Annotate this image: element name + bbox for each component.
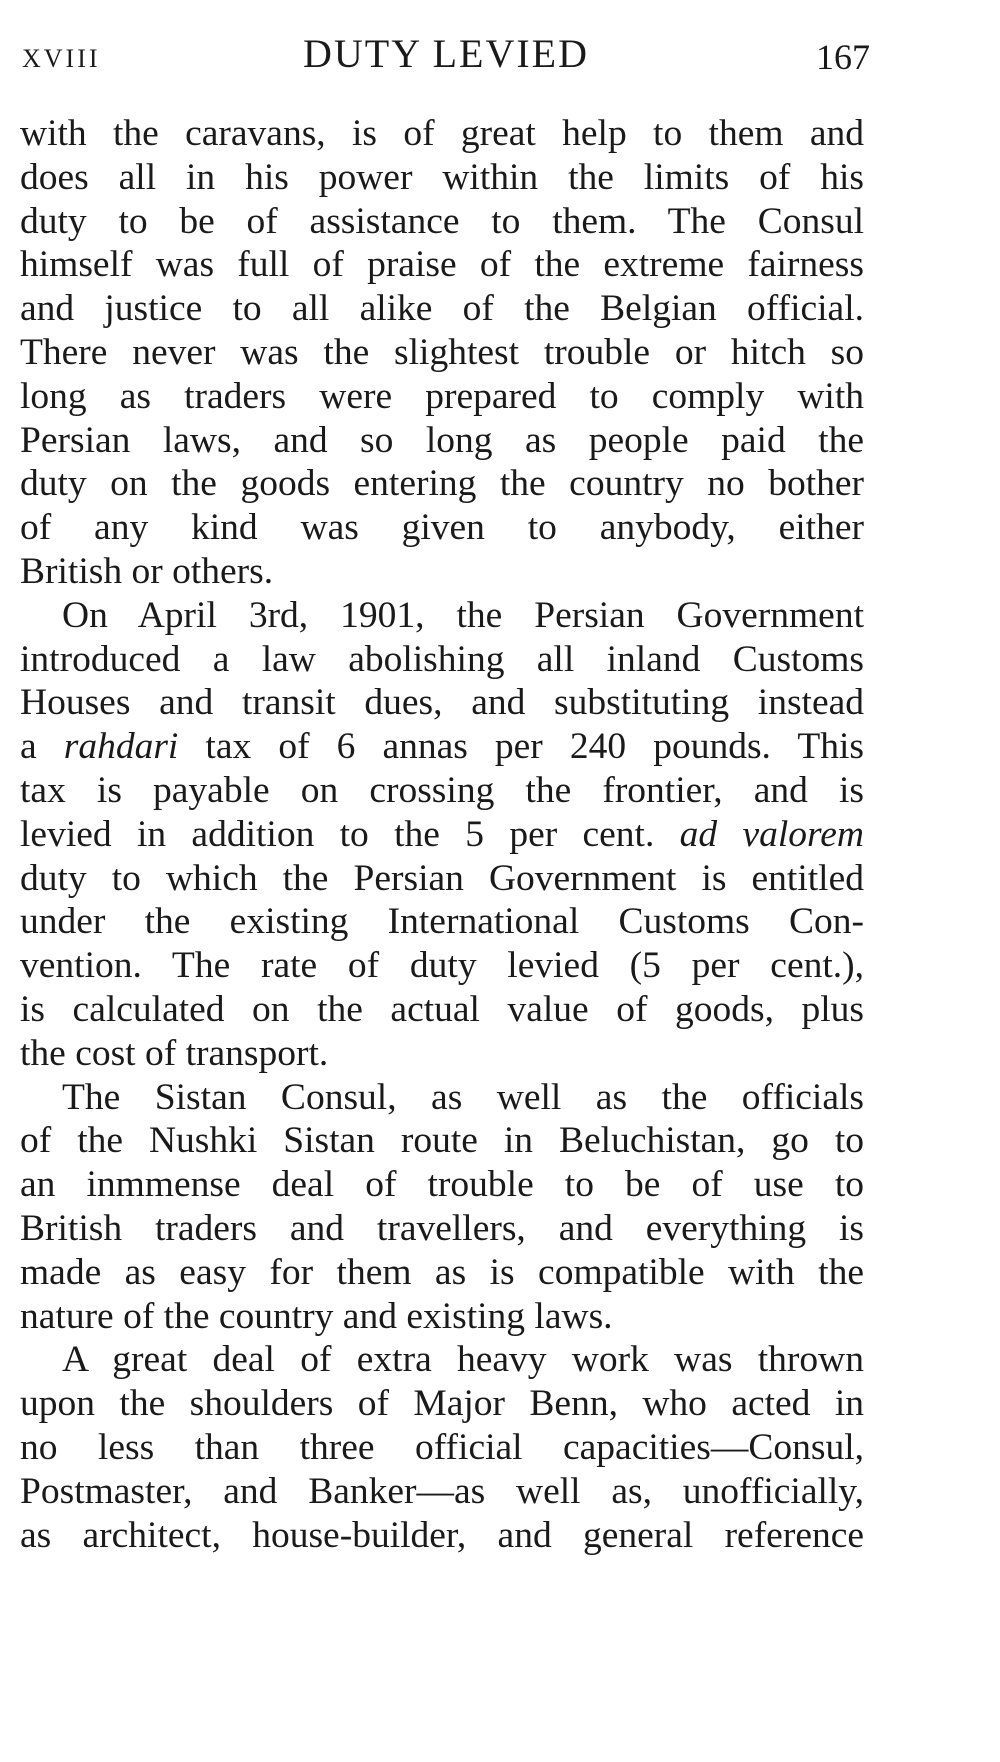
text-line: does all in his power within the limits of his <box>20 156 864 198</box>
text-line <box>20 813 864 857</box>
text-run: a <box>20 726 64 768</box>
page-number: 167 <box>816 37 870 77</box>
text-line: A great deal of extra heavy work was thrown <box>62 1339 864 1381</box>
text-line: long as traders were prepared to comply with <box>20 375 864 417</box>
text-line: with the caravans, is of great help to them and <box>20 113 864 154</box>
text-line: himself was full of praise of the extreme fairness <box>20 244 864 286</box>
italic-term-rahdari: rahdari <box>63 726 179 768</box>
text-line: upon the shoulders of Major Benn, who acted in <box>20 1383 864 1425</box>
text-line: Postmaster, and Banker—as well as, unofficially, <box>20 1470 864 1512</box>
text-line: Persian laws, and so long as people paid the <box>20 419 864 461</box>
text-line: There never was the slightest trouble or hitch so <box>20 331 864 373</box>
text-line: introduced a law abolishing all inland Customs <box>20 638 864 680</box>
running-header <box>22 30 870 80</box>
text-line: made as easy for them as is compatible with the <box>20 1251 864 1293</box>
text-line: as architect, house-builder, and general reference <box>20 1514 864 1556</box>
text-line: of any kind was given to anybody, either <box>20 507 864 549</box>
text-line: vention. The rate of duty levied (5 per cent.), <box>20 945 864 987</box>
text-line: the cost of transport. <box>20 1032 329 1074</box>
text-line: no less than three official capacities—Consul, <box>20 1426 864 1468</box>
text-line: duty to which the Persian Government is entitled <box>20 857 864 899</box>
chapter-number: XVIII <box>22 44 101 73</box>
text-line: The Sistan Consul, as well as the officials <box>62 1076 864 1118</box>
paragraph <box>20 1076 864 1339</box>
text-line: Houses and transit dues, and substituting instead <box>20 682 864 724</box>
text-line: and justice to all alike of the Belgian official. <box>20 288 864 330</box>
paragraph <box>20 1338 864 1557</box>
text-line: tax is payable on crossing the frontier, and is <box>20 769 864 811</box>
text-run: levied in addition to the 5 per cent. <box>20 813 680 855</box>
text-line: On April 3rd, 1901, the Persian Government <box>62 594 864 636</box>
text-line: duty on the goods entering the country no bother <box>20 463 864 505</box>
text-line: British or others. <box>20 550 274 592</box>
text-line <box>20 725 864 769</box>
text-line: British traders and travellers, and everything is <box>20 1207 864 1249</box>
text-line: under the existing International Customs Con- <box>20 901 864 943</box>
text-line: an inmmense deal of trouble to be of use to <box>20 1164 864 1206</box>
paragraph <box>20 594 864 1076</box>
text-line: nature of the country and existing laws. <box>20 1295 613 1337</box>
text-line: duty to be of assistance to them. The Consul <box>20 200 864 242</box>
running-title: DUTY LEVIED <box>302 31 589 76</box>
text-line: of the Nushki Sistan route in Beluchistan, go to <box>20 1120 864 1162</box>
body-text <box>20 112 864 1557</box>
text-line: is calculated on the actual value of goods, plus <box>20 988 864 1030</box>
text-run: tax of 6 annas per 240 pounds. This <box>178 726 864 768</box>
paragraph <box>20 112 864 594</box>
italic-term-ad-valorem: ad valorem <box>679 813 864 855</box>
